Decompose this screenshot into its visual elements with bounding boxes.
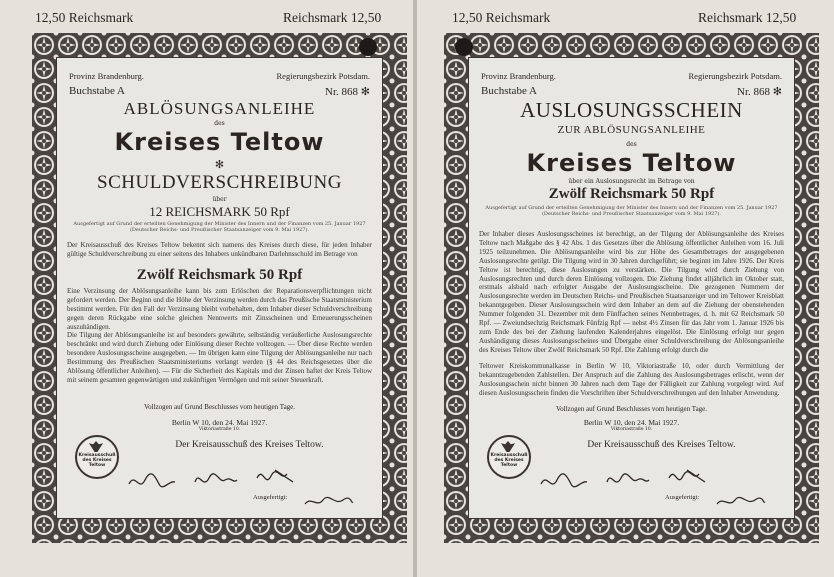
left-buchstabe: Buchstabe A — [69, 85, 125, 97]
right-kreis-name: Kreises Teltow — [526, 149, 737, 177]
right-approval-note: Ausgefertigt auf Grund der erteilten Genehmigung der Minister des Innern und der Finanzen vom 25. Januar 1927 (Deutscher Reichs- und Preußischer Staatsanzeiger vom 9. Mai 1927). — [485, 205, 778, 217]
right-ausgefertigt: Ausgefertigt: — [665, 494, 700, 501]
left-provinz: Provinz Brandenburg. — [69, 71, 144, 81]
right-header-amount-right: Reichsmark 12,50 — [698, 10, 797, 25]
right-amount-words: Zwölf Reichsmark 50 Rpf — [548, 186, 715, 202]
left-amount: 12 REICHSMARK 50 Rpf — [149, 204, 290, 219]
right-ueber-line: über ein Auslosungsrecht im Betrage von — [568, 178, 695, 185]
left-seal-text: Kreisausschuß des Kreises Teltow — [78, 453, 116, 468]
right-serial-number: Nr. 868 ✻ — [737, 86, 782, 98]
left-approval-note: Ausgefertigt auf Grund der erteilten Genehmigung der Minister des Innern und der Finanzen vom 25. Januar 1927 (Deutscher Reichs- und Preußischer Staatsanzeiger vom 9. Mai 1927). — [73, 221, 366, 233]
right-title: AUSLOSUNGSSCHEIN — [520, 98, 743, 122]
left-text-panel — [56, 57, 383, 519]
left-place-sub: Viktoriastraße 10. — [198, 427, 241, 432]
right-body-terms: Der Inhaber dieses Auslosungsscheines ist berechtigt, an der Tilgung der Ablösungsanleihe des Kreises Teltow nach Maßgabe des § 42 Abs. 1 des Gesetzes über die Ablösung öffentlicher Anleihen vom 16. Juli 1925 teilzunehmen. Die Ablösungsanleihe wird bis zur Höhe des Gesamtbetrages der ausgegebenen Auslosungsrechte getilgt. Die Tilgung wird in 30 Jahren durchgeführt; sie beginnt im Jahre 1926. Der Kreis Teltow ist berechtigt, diese Auslosungen zu verstärken. Die Tilgung wird durch Ziehung von Auslosungsrechten und durch deren Einlösung vollzogen. Die Ziehung findet alljährlich im Oktober statt, erstmals alsbald nach erfolgter Ausgabe der Auslosungsscheine. Die gezogenen Nummern der Auslosungsrechte werden im Deutschen Reichs- und Preußischen Staatsanzeiger und im Teltower Kreisblatt bekanntgegeben. Dieser Auslosungsschein wird dem Inhaber an dem auf die Ziehung der obenstehenden Nummer folgenden 31. Dezember mit dem Fünffachen seines Nennbetrages, d. h. mit 62 Reichsmark 50 Rpf. — Zweiundsechzig Reichsmark Fünfzig Rpf — nebst 4½ Zinsen für das Jahr vom 1. Januar 1926 bis zum Ende des bei der Ziehung laufenden Kalenderjahres eingelöst. Die Einlösung erfolgt nur gegen Aushändigung dieses Auslosungsscheines und Übergabe einer Schuldverschreibung der Ablösungsanleihe des Kreises Teltow über Zwölf Reichsmark 50 Rpf. Die Zahlung erfolgt durch die — [479, 230, 784, 354]
left-kreis-name: Kreises Teltow — [114, 128, 325, 156]
left-executed-note: Vollzogen auf Grund Beschlusses vom heutigen Tage. — [143, 403, 296, 411]
left-certificate — [0, 0, 415, 577]
right-provinz: Provinz Brandenburg. — [481, 71, 556, 81]
left-body-interest: Eine Verzinsung der Ablösungsanleihe kann bis zum Erlöschen der Reparationsverpflichtungen nicht gefordert werden. Der Beginn und die Höhe der Verzinsung werden durch das Preußische Staatsministerium bestimmt werden. Für den Fall der Verzinsung bleibt vorbehalten, dem Inhaber dieser Schuldverschreibung gegen deren Rückgabe eine solche gleichen Nennwerts mit Zinsscheinen und Erneuerungsscheinen auszuhändigen. — [67, 287, 372, 331]
right-place-date: Berlin W 10, den 24. Mai 1927. — [583, 418, 680, 427]
left-serial-number: Nr. 868 ✻ — [325, 86, 370, 98]
left-header-amount: 12,50 Reichsmark — [35, 10, 134, 25]
left-subtitle: SCHULDVERSCHREIBUNG — [97, 172, 342, 193]
left-amount-words: Zwölf Reichsmark 50 Rpf — [136, 267, 303, 283]
right-des: des — [626, 141, 637, 148]
right-committee: Der Kreisausschuß des Kreises Teltow. — [587, 440, 736, 450]
right-certificate — [417, 0, 834, 577]
right-body-payment: Teltower Kreiskommunalkasse in Berlin W 10, Viktoriastraße 10, oder durch Vermittlung der bekanntzugebenden Zahlstellen. Der Anspruch auf die Zahlung des Auslosungsbetrages erlischt, wenn der Auslosungsschein nicht binnen 30 Jahren nach dem Tage der Fälligkeit zur Zahlung vorgelegt wird. Auf diesen Auslosungsschein finden die Vorschriften über Schuldverschreibungen auf den Inhaber Anwendung. — [479, 362, 784, 397]
left-ornamental-border — [32, 33, 407, 543]
right-ornamental-border — [444, 33, 819, 543]
left-signatures — [125, 462, 355, 512]
left-bezirk: Regierungsbezirk Potsdam. — [276, 71, 370, 81]
left-body-redemption: Die Tilgung der Ablösungsanleihe ist auf besonders gewährte, selbständig veräußerliche Auslosungsrechte beschränkt und wird durch Ziehung oder Einlösung dieser Rechte vollzogen. — Über diese Rechte werden besondere Auslosungsscheine ausgegeben. — Im übrigen kann eine Tilgung der Ablösungsanleihe nur nach Bestimmung des Preußischen Staatsministeriums verlangt werden (§ 44 des Reichsgesetzes über die Ablösung öffentlicher Anleihen). — Für die Sicherheit des Kapitals und der Zinsen haftet der Kreis Teltow mit seinem gesamten gegenwärtigen und zukünftigen Vermögen und mit seiner Steuerkraft. — [67, 331, 372, 384]
right-buchstabe: Buchstabe A — [481, 85, 537, 97]
right-signatures — [537, 462, 767, 512]
left-place-date: Berlin W 10, den 24. Mai 1927. — [171, 418, 268, 427]
left-body-intro: Der Kreisausschuß des Kreises Teltow bekennt sich namens des Kreises durch diese, für jeden Inhaber gültige Schuldverschreibung zu einer seitens des Inhabers unkündbaren Darlehnsschuld im Betrage von — [67, 241, 372, 258]
left-header-amount-right: Reichsmark 12,50 — [283, 10, 382, 25]
right-text-panel — [468, 57, 795, 519]
left-des: des — [214, 120, 225, 127]
left-title: ABLÖSUNGSANLEIHE — [123, 99, 316, 118]
right-title-sub: ZUR ABLÖSUNGSANLEIHE — [557, 124, 706, 136]
right-header-amount: 12,50 Reichsmark — [452, 10, 551, 25]
right-executed-note: Vollzogen auf Grund Beschlusses vom heutigen Tage. — [555, 405, 708, 413]
left-committee: Der Kreisausschuß des Kreises Teltow. — [175, 440, 324, 450]
right-bezirk: Regierungsbezirk Potsdam. — [688, 71, 782, 81]
left-cancel-hole — [359, 38, 377, 56]
left-star-ornament: ✻ — [214, 158, 225, 171]
right-cancel-hole — [455, 38, 473, 56]
right-place-sub: Viktoriastraße 10. — [610, 427, 653, 432]
left-ueber: über — [212, 196, 227, 203]
left-ausgefertigt: Ausgefertigt: — [253, 494, 288, 501]
right-seal-text: Kreisausschuß des Kreises Teltow — [490, 453, 528, 468]
